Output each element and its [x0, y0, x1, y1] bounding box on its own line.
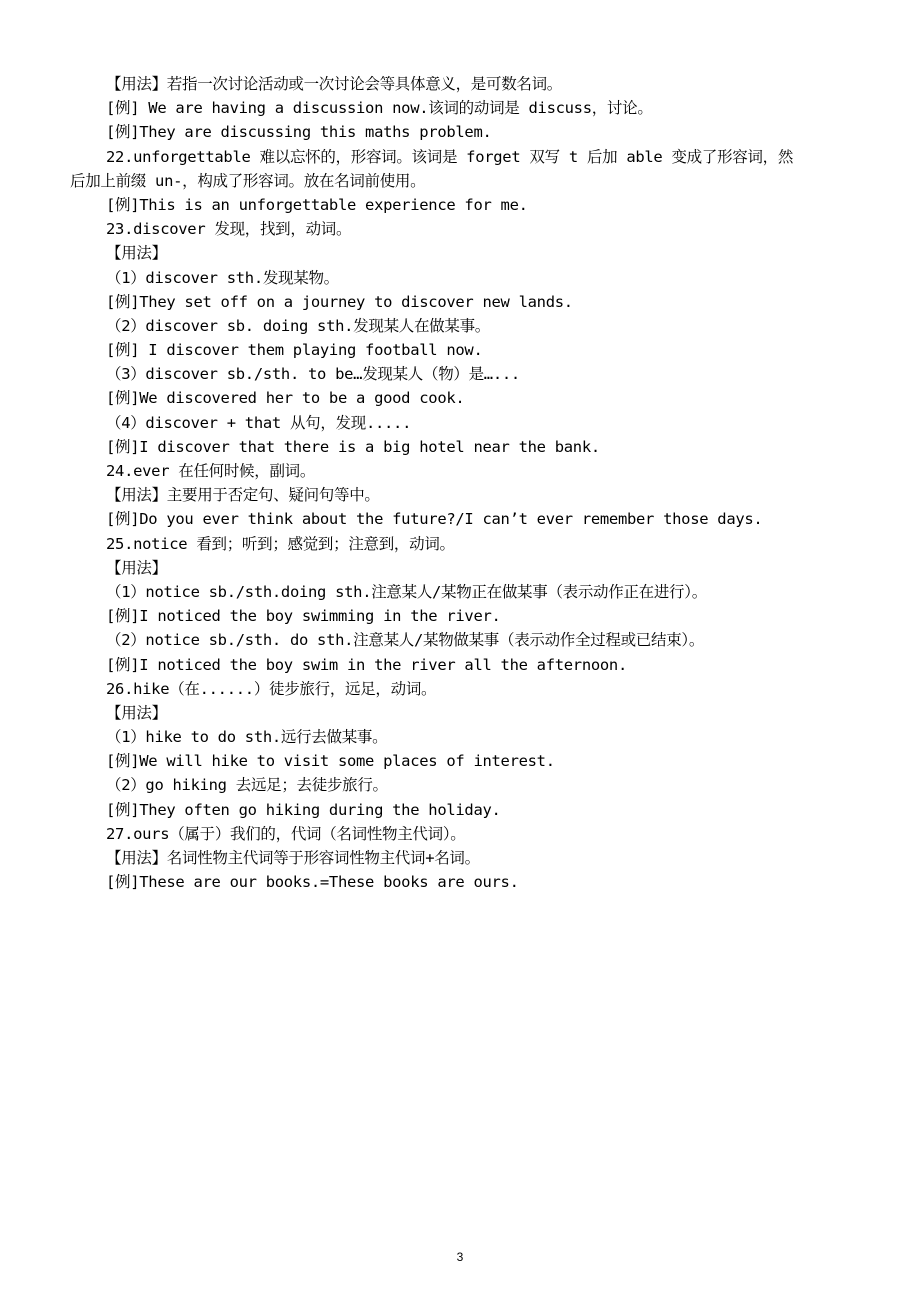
example-line: [例]We will hike to visit some places of interest. [106, 752, 555, 771]
entry-heading: 27.ours（属于）我们的，代词（名词性物主代词）。 [106, 824, 466, 843]
usage-item: （2）discover sb. doing sth.发现某人在做某事。 [106, 316, 490, 335]
usage-item: （1）notice sb./sth.doing sth.注意某人/某物正在做某事（表示动作正在进行）。 [106, 582, 707, 601]
entry-heading: 22.unforgettable 难以忘怀的，形容词。该词是 forget 双写 t 后加 able 变成了形容词，然 [106, 147, 794, 166]
usage-label: 【用法】 [106, 558, 167, 577]
example-line: [例]I noticed the boy swimming in the river. [106, 607, 501, 626]
usage-label: 【用法】 [106, 244, 167, 263]
usage-label: 【用法】 [106, 703, 167, 722]
example-line: [例]These are our books.=These books are ours. [106, 873, 519, 892]
usage-item: （4）discover + that 从句，发现..... [106, 413, 412, 432]
usage-item: （2）notice sb./sth. do sth.注意某人/某物做某事（表示动作全过程或已结束）。 [106, 631, 705, 650]
example-line: [例]This is an unforgettable experience for me. [106, 195, 528, 214]
example-line: [例]They set off on a journey to discover new lands. [106, 292, 573, 311]
entry-heading: 23.discover 发现，找到，动词。 [106, 220, 352, 239]
example-line: [例] We are having a discussion now.该词的动词是 discuss，讨论。 [106, 99, 653, 118]
usage-item: （2）go hiking 去远足；去徒步旅行。 [106, 776, 388, 795]
usage-item: （1）hike to do sth.远行去做某事。 [106, 728, 388, 747]
entry-heading-continued: 后加上前缀 un-，构成了形容词。放在名词前使用。 [70, 171, 426, 190]
example-line: [例]They are discussing this maths problem. [106, 123, 492, 142]
entry-heading: 25.notice 看到；听到；感觉到；注意到，动词。 [106, 534, 455, 553]
example-line: [例]Do you ever think about the future?/I can’t ever remember those days. [106, 510, 763, 529]
usage-line: 【用法】名词性物主代词等于形容词性物主代词+名词。 [106, 849, 480, 867]
page-number: 3 [456, 1250, 464, 1264]
usage-item: （3）discover sb./sth. to be…发现某人（物）是…... [106, 365, 520, 384]
usage-line: 【用法】若指一次讨论活动或一次讨论会等具体意义，是可数名词。 [106, 75, 563, 93]
example-line: [例]I noticed the boy swim in the river all the afternoon. [106, 655, 627, 674]
example-line: [例] I discover them playing football now. [106, 341, 483, 360]
example-line: [例]They often go hiking during the holiday. [106, 800, 501, 819]
document-body [70, 72, 852, 894]
entry-heading: 26.hike（在......）徒步旅行，远足，动词。 [106, 679, 437, 698]
example-line: [例]I discover that there is a big hotel near the bank. [106, 437, 600, 456]
example-line: [例]We discovered her to be a good cook. [106, 389, 465, 408]
usage-line: 【用法】主要用于否定句、疑问句等中。 [106, 486, 380, 505]
usage-item: （1）discover sth.发现某物。 [106, 268, 339, 287]
entry-heading: 24.ever 在任何时候，副词。 [106, 462, 316, 480]
